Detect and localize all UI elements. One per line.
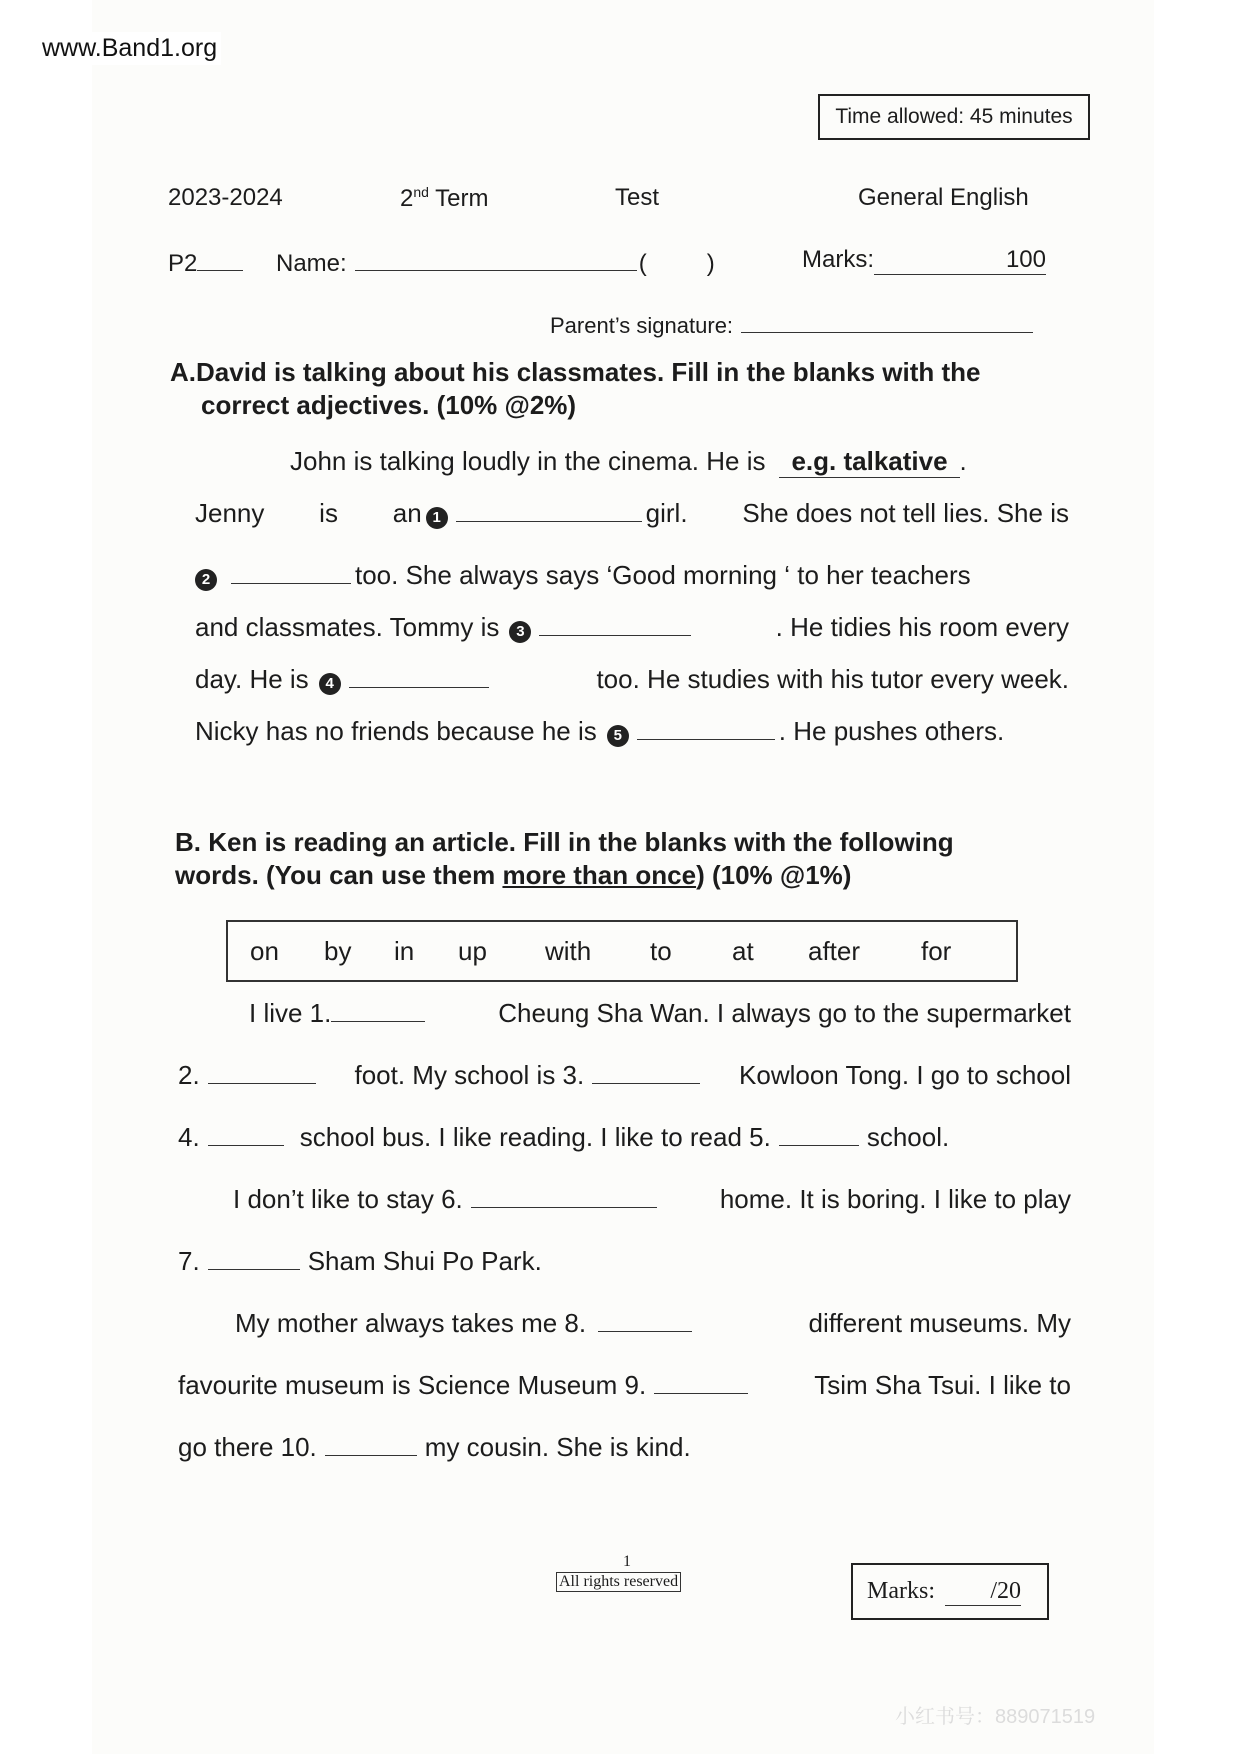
- page-number: 1: [623, 1553, 631, 1570]
- question-number-3: 3: [509, 621, 531, 643]
- section-marks-score: [945, 1578, 1021, 1606]
- a-line2-jenny: Jenny: [195, 498, 265, 528]
- section-b-line-3: [178, 1122, 984, 1153]
- word-bank: [226, 920, 1018, 982]
- answer-blank-a5[interactable]: [637, 717, 775, 740]
- section-b-line-6: [235, 1308, 1071, 1339]
- b-line4-text: I don’t like to stay 6.: [233, 1184, 463, 1214]
- answer-blank-b4[interactable]: [208, 1123, 284, 1146]
- class-label: P2: [168, 250, 198, 277]
- section-b-title: [175, 826, 1075, 892]
- word-up: up: [458, 935, 487, 966]
- question-number-2: 2: [195, 569, 217, 591]
- a-line1-end: .: [959, 446, 967, 476]
- section-a-title-line2: correct adjectives. (10% @2%): [201, 390, 577, 420]
- section-b-title-line1: B. Ken is reading an article. Fill in the blanks with the following: [175, 827, 954, 857]
- class-number-close: ): [706, 250, 715, 277]
- a-line5-text: day. He is: [195, 664, 309, 694]
- question-number-4: 4: [319, 673, 341, 695]
- answer-blank-b3[interactable]: [592, 1061, 700, 1084]
- class-number-open: (: [638, 250, 647, 277]
- section-b-line-2: [178, 1060, 1071, 1091]
- b-line7-text: favourite museum is Science Museum 9.: [178, 1370, 647, 1400]
- test-label: Test: [615, 184, 660, 211]
- answer-blank-b10[interactable]: [325, 1433, 417, 1456]
- a-line2-girl: girl.: [645, 498, 688, 528]
- a-line2-is: is: [319, 498, 338, 528]
- a-line2-rest: She does not tell lies. She is: [742, 498, 1069, 528]
- b-line7-rest: Tsim Sha Tsui. I like to: [814, 1370, 1071, 1400]
- answer-blank-b5[interactable]: [779, 1123, 859, 1146]
- section-a-line-6: [195, 716, 1069, 747]
- b-line5-num: 7.: [178, 1246, 200, 1276]
- section-a-title-line1: David is talking about his classmates. Fill in the blanks with the: [196, 357, 981, 387]
- section-marks-box: [851, 1563, 1049, 1620]
- answer-blank-a1[interactable]: [456, 499, 642, 522]
- signature-field: [550, 310, 1033, 339]
- name-blank[interactable]: [355, 246, 637, 271]
- a-line2-an: an: [392, 498, 422, 528]
- b-line5-text: Sham Shui Po Park.: [307, 1246, 542, 1276]
- answer-blank-b1[interactable]: [331, 999, 425, 1022]
- name-label: Name:: [276, 250, 347, 277]
- rights-notice: All rights reserved: [556, 1572, 681, 1592]
- marks-total: [874, 246, 1046, 275]
- b-line3-num: 4.: [178, 1122, 200, 1152]
- section-marks-label: Marks:: [867, 1578, 935, 1604]
- section-marks-value: /20: [990, 1577, 1021, 1604]
- word-after: after: [808, 935, 861, 966]
- a-line6-text: Nicky has no friends because he is: [195, 716, 597, 746]
- signature-label: Parent’s signature:: [550, 313, 734, 338]
- a-line4-text: and classmates. Tommy is: [195, 612, 500, 642]
- b-line2-num: 2.: [178, 1060, 200, 1090]
- word-for: for: [921, 935, 952, 966]
- b-title-underlined: more than once: [502, 860, 697, 890]
- question-number-5: 5: [607, 725, 629, 747]
- bottom-watermark: 小红书号：889071519: [895, 1706, 1096, 1728]
- question-number-1: 1: [426, 507, 448, 529]
- b-line3-rest: school.: [866, 1122, 950, 1152]
- answer-blank-b9[interactable]: [654, 1371, 748, 1394]
- section-a-line-2: [195, 498, 1069, 529]
- word-to: to: [650, 935, 672, 966]
- section-a-letter: A.: [170, 357, 196, 387]
- word-by: by: [324, 935, 352, 966]
- section-a-line-4: [195, 612, 1069, 643]
- b-line6-rest: different museums. My: [808, 1308, 1071, 1338]
- a-line3-text: too. She always says ‘Good morning ‘ to her teachers: [355, 560, 971, 590]
- a-line5-rest: too. He studies with his tutor every week.: [596, 664, 1069, 694]
- class-field: [168, 246, 243, 278]
- word-at: at: [732, 935, 754, 966]
- answer-blank-b6[interactable]: [471, 1185, 657, 1208]
- b-line1-text: I live 1.: [249, 998, 332, 1028]
- class-blank[interactable]: [197, 246, 243, 271]
- term-word: Term: [435, 185, 489, 212]
- marks-label: Marks:: [802, 246, 874, 273]
- school-year: 2023-2024: [168, 184, 283, 211]
- term-suffix: nd: [413, 184, 429, 200]
- b-title-part1: words. (You can use them: [175, 860, 503, 890]
- time-allowed-text: Time allowed: 45 minutes: [835, 105, 1073, 128]
- section-a-line-1: [290, 446, 1060, 478]
- marks-field: [802, 246, 1046, 275]
- time-allowed-box: [818, 94, 1090, 140]
- section-a-title: [170, 356, 1070, 422]
- b-line4-rest: home. It is boring. I like to play: [719, 1184, 1071, 1214]
- b-line3-text: school bus. I like reading. I like to read 5.: [299, 1122, 771, 1152]
- section-a-line-5: [195, 664, 1069, 695]
- answer-blank-b7[interactable]: [208, 1247, 300, 1270]
- word-with: with: [545, 935, 592, 966]
- b-line8-rest: my cousin. She is kind.: [424, 1432, 691, 1462]
- section-b-line-5: [178, 1246, 1071, 1277]
- answer-blank-b2[interactable]: [208, 1061, 316, 1084]
- term-label: [400, 184, 489, 213]
- term-number: 2: [400, 185, 414, 212]
- name-field: [276, 246, 715, 278]
- word-on: on: [250, 935, 279, 966]
- b-line2-rest: Kowloon Tong. I go to school: [739, 1060, 1071, 1090]
- b-line1-rest: Cheung Sha Wan. I always go to the supermarket: [498, 998, 1071, 1028]
- answer-blank-a4[interactable]: [349, 665, 489, 688]
- section-a-line-3: [195, 560, 1069, 591]
- section-b-line-7: [178, 1370, 1071, 1401]
- a-line1-text: John is talking loudly in the cinema. He is: [290, 446, 766, 476]
- b-title-part2: ) (10% @1%): [696, 860, 852, 890]
- a-line4-rest: . He tidies his room every: [775, 612, 1069, 642]
- marks-total-value: 100: [1005, 246, 1046, 273]
- site-watermark: www.Band1.org: [38, 32, 221, 65]
- signature-blank[interactable]: [741, 310, 1033, 333]
- b-line8-text: go there 10.: [178, 1432, 317, 1462]
- subject-label: General English: [858, 184, 1029, 211]
- answer-blank-a3[interactable]: [539, 613, 691, 636]
- answer-blank-a2[interactable]: [231, 561, 351, 584]
- section-b-line-4: [233, 1184, 1071, 1215]
- word-in: in: [394, 935, 415, 966]
- section-b-line-8: [178, 1432, 1071, 1463]
- a-line6-rest: . He pushes others.: [778, 716, 1005, 746]
- b-line6-text: My mother always takes me 8.: [235, 1308, 587, 1338]
- example-answer: e.g. talkative: [779, 446, 959, 478]
- b-line2-text: foot. My school is 3.: [354, 1060, 585, 1090]
- section-b-title-line2: [175, 859, 1075, 892]
- section-b-line-1: [249, 998, 1071, 1029]
- answer-blank-b8[interactable]: [598, 1309, 692, 1332]
